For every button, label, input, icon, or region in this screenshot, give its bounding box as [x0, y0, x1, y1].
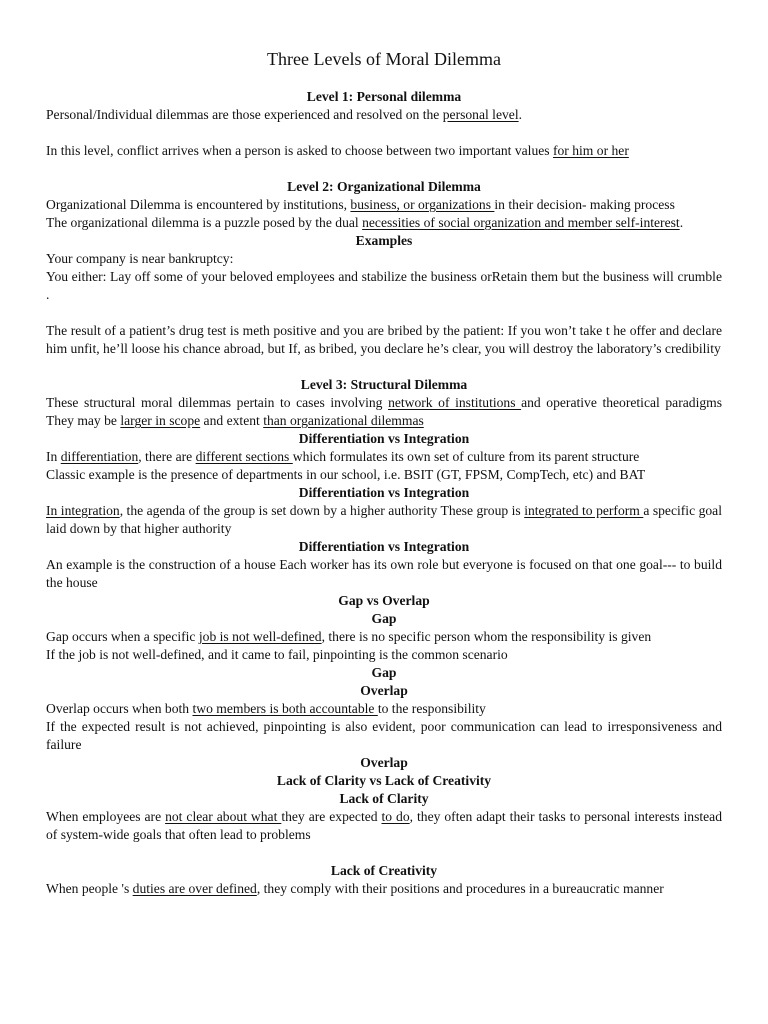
differentiation-example: Classic example is the presence of departments in our school, i.e. BSIT (GT, FPSM, CompTech, etc) and BAT: [46, 467, 646, 482]
gap-example: If the job is not well-defined, and it came to fail, pinpointing is the common scenario: [46, 647, 508, 662]
subheading-gap: Gap: [371, 665, 397, 680]
subheading-differentiation-vs-integration: Differentiation vs Integration: [298, 539, 470, 554]
level3-paragraph-1: These structural moral dilemmas pertain to cases involving network of institutions and operative theoretical paradigms They may be larger in scope and extent than organizational dilemmas: [46, 395, 723, 428]
subheading-gap: Gap: [371, 611, 397, 626]
underlined-phrase: to do: [381, 809, 410, 824]
subheading-lack-of-clarity: Lack of Clarity: [339, 791, 429, 806]
lack-of-creativity-paragraph: When people 's duties are over defined, they comply with their positions and procedures in a bureaucratic manner: [46, 881, 664, 896]
subheading-overlap: Overlap: [360, 755, 408, 770]
example-2: You either: Lay off some of your beloved employees and stabilize the business orRetain them but the business will crumble .: [46, 269, 722, 302]
example-1: Your company is near bankruptcy:: [46, 251, 234, 266]
underlined-phrase: different sections: [195, 449, 293, 464]
underlined-phrase: differentiation: [60, 449, 139, 464]
subheading-gap-vs-overlap: Gap vs Overlap: [338, 593, 430, 608]
level1-paragraph-1: Personal/Individual dilemmas are those experienced and resolved on the personal level.: [46, 107, 523, 122]
integration-example: An example is the construction of a house Each worker has its own role but everyone is focused on that one goal--- to build the house: [46, 557, 722, 590]
document-body: [46, 88, 722, 898]
underlined-phrase: for him or her: [552, 143, 629, 158]
level1-paragraph-2: In this level, conflict arrives when a person is asked to choose between two important values for him or her: [46, 143, 629, 158]
subheading-clarity-vs-creativity: Lack of Clarity vs Lack of Creativity: [276, 773, 492, 788]
differentiation-paragraph: In differentiation, there are different sections which formulates its own set of culture from its parent structure: [46, 449, 640, 464]
overlap-example: If the expected result is not achieved, pinpointing is also evident, poor communication can lead to irresponsiveness and failure: [46, 719, 722, 752]
examples-heading: Examples: [355, 233, 413, 248]
underlined-phrase: duties are over defined: [132, 881, 257, 896]
underlined-phrase: larger in scope: [120, 413, 201, 428]
underlined-phrase: not clear about what: [165, 809, 282, 824]
lack-of-clarity-paragraph: When employees are not clear about what they are expected to do, they often adapt their tasks to personal interests instead of system-wide goals that often lead to problems: [46, 809, 722, 842]
overlap-paragraph: Overlap occurs when both two members is both accountable to the responsibility: [46, 701, 486, 716]
gap-paragraph: Gap occurs when a specific job is not well-defined, there is no specific person whom the responsibility is given: [46, 629, 652, 644]
underlined-phrase: job is not well-defined: [198, 629, 322, 644]
subheading-differentiation-vs-integration: Differentiation vs Integration: [298, 485, 470, 500]
example-3: The result of a patient’s drug test is meth positive and you are bribed by the patient: If you won’t take t he offer and declare him unfit, he’ll loose his chance abroad, but If, as bribed, you declare he’s clear, you will destroy the laboratory’s credibility: [46, 323, 722, 356]
level2-heading: Level 2: Organizational Dilemma: [287, 179, 481, 194]
level2-paragraph-1: Organizational Dilemma is encountered by institutions, business, or organizations in their decision- making process: [46, 197, 675, 212]
page-title: Three Levels of Moral Dilemma: [267, 49, 501, 69]
integration-paragraph: In integration, the agenda of the group is set down by a higher authority These group is integrated to perform a specific goal laid down by that higher authority: [46, 503, 722, 536]
level3-heading: Level 3: Structural Dilemma: [300, 377, 468, 392]
underlined-phrase: business, or organizations: [350, 197, 495, 212]
underlined-phrase: necessities of social organization and member self-interest: [362, 215, 680, 230]
underlined-phrase: than organizational dilemmas: [263, 413, 424, 428]
underlined-phrase: integrated to perform: [524, 503, 644, 518]
level1-heading: Level 1: Personal dilemma: [306, 89, 462, 104]
level2-paragraph-2: The organizational dilemma is a puzzle posed by the dual necessities of social organization and member self-interest.: [46, 215, 684, 230]
subheading-lack-of-creativity: Lack of Creativity: [330, 863, 438, 878]
subheading-differentiation-vs-integration: Differentiation vs Integration: [298, 431, 470, 446]
underlined-phrase: network of institutions: [388, 395, 522, 410]
underlined-phrase: two members is both accountable: [192, 701, 378, 716]
underlined-phrase: personal level: [442, 107, 519, 122]
underlined-phrase: In integration: [46, 503, 120, 518]
subheading-overlap: Overlap: [360, 683, 408, 698]
